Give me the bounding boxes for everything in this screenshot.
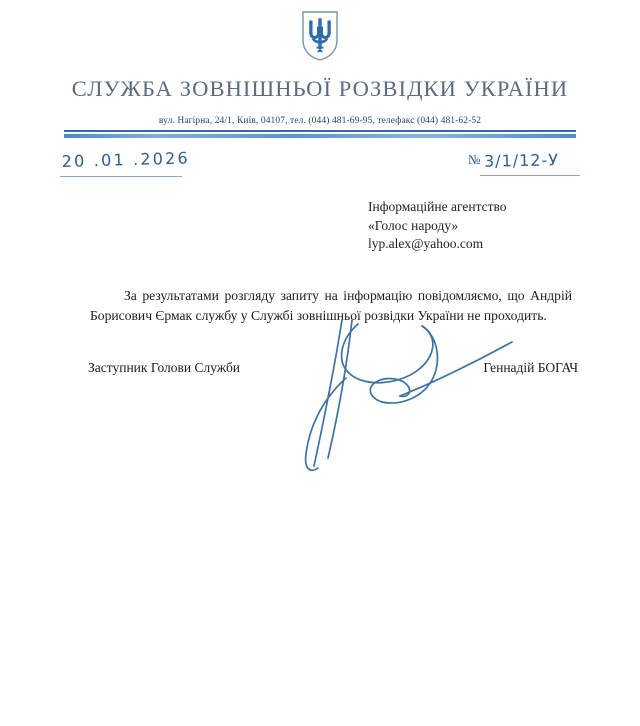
header-rule-thick bbox=[64, 134, 576, 138]
signatory-position: Заступник Голови Служби bbox=[88, 360, 241, 375]
registration-date bbox=[61, 148, 237, 172]
number-symbol: № bbox=[468, 152, 481, 167]
registration-number-handwritten: 3/1/12-У bbox=[484, 150, 560, 171]
registration-date-underline bbox=[60, 176, 182, 177]
addressee-organization: Інформаційне агентство bbox=[368, 199, 507, 214]
handwritten-signature-icon bbox=[296, 318, 536, 488]
ukraine-trident-shield-icon bbox=[299, 10, 341, 62]
signatory-name: Геннадій БОГАЧ bbox=[483, 360, 578, 375]
registration-number bbox=[468, 151, 559, 171]
organization-title: СЛУЖБА ЗОВНІШНЬОЇ РОЗВІДКИ УКРАЇНИ bbox=[71, 76, 569, 101]
emblem-container bbox=[0, 10, 640, 67]
registration-number-underline bbox=[480, 175, 580, 176]
organization-address: вул. Нагірна, 24/1, Київ, 04107, тел. (044) 481-69-95, телефакс (044) 481-62-52 bbox=[158, 116, 482, 126]
addressee-name: «Голос народу» bbox=[368, 217, 459, 233]
addressee-block bbox=[368, 198, 618, 254]
addressee-email: lyp.alex@yahoo.com bbox=[368, 236, 484, 251]
registration-date-handwritten: 20 .01 .2026 bbox=[61, 148, 191, 171]
letter-body: За результатами розгляду запиту на інформацію повідомляємо, що Андрій Борисович Єрмак службу у Службі зовнішньої розвідки України не проходить. bbox=[90, 288, 572, 323]
header-rule-thin bbox=[64, 130, 576, 132]
